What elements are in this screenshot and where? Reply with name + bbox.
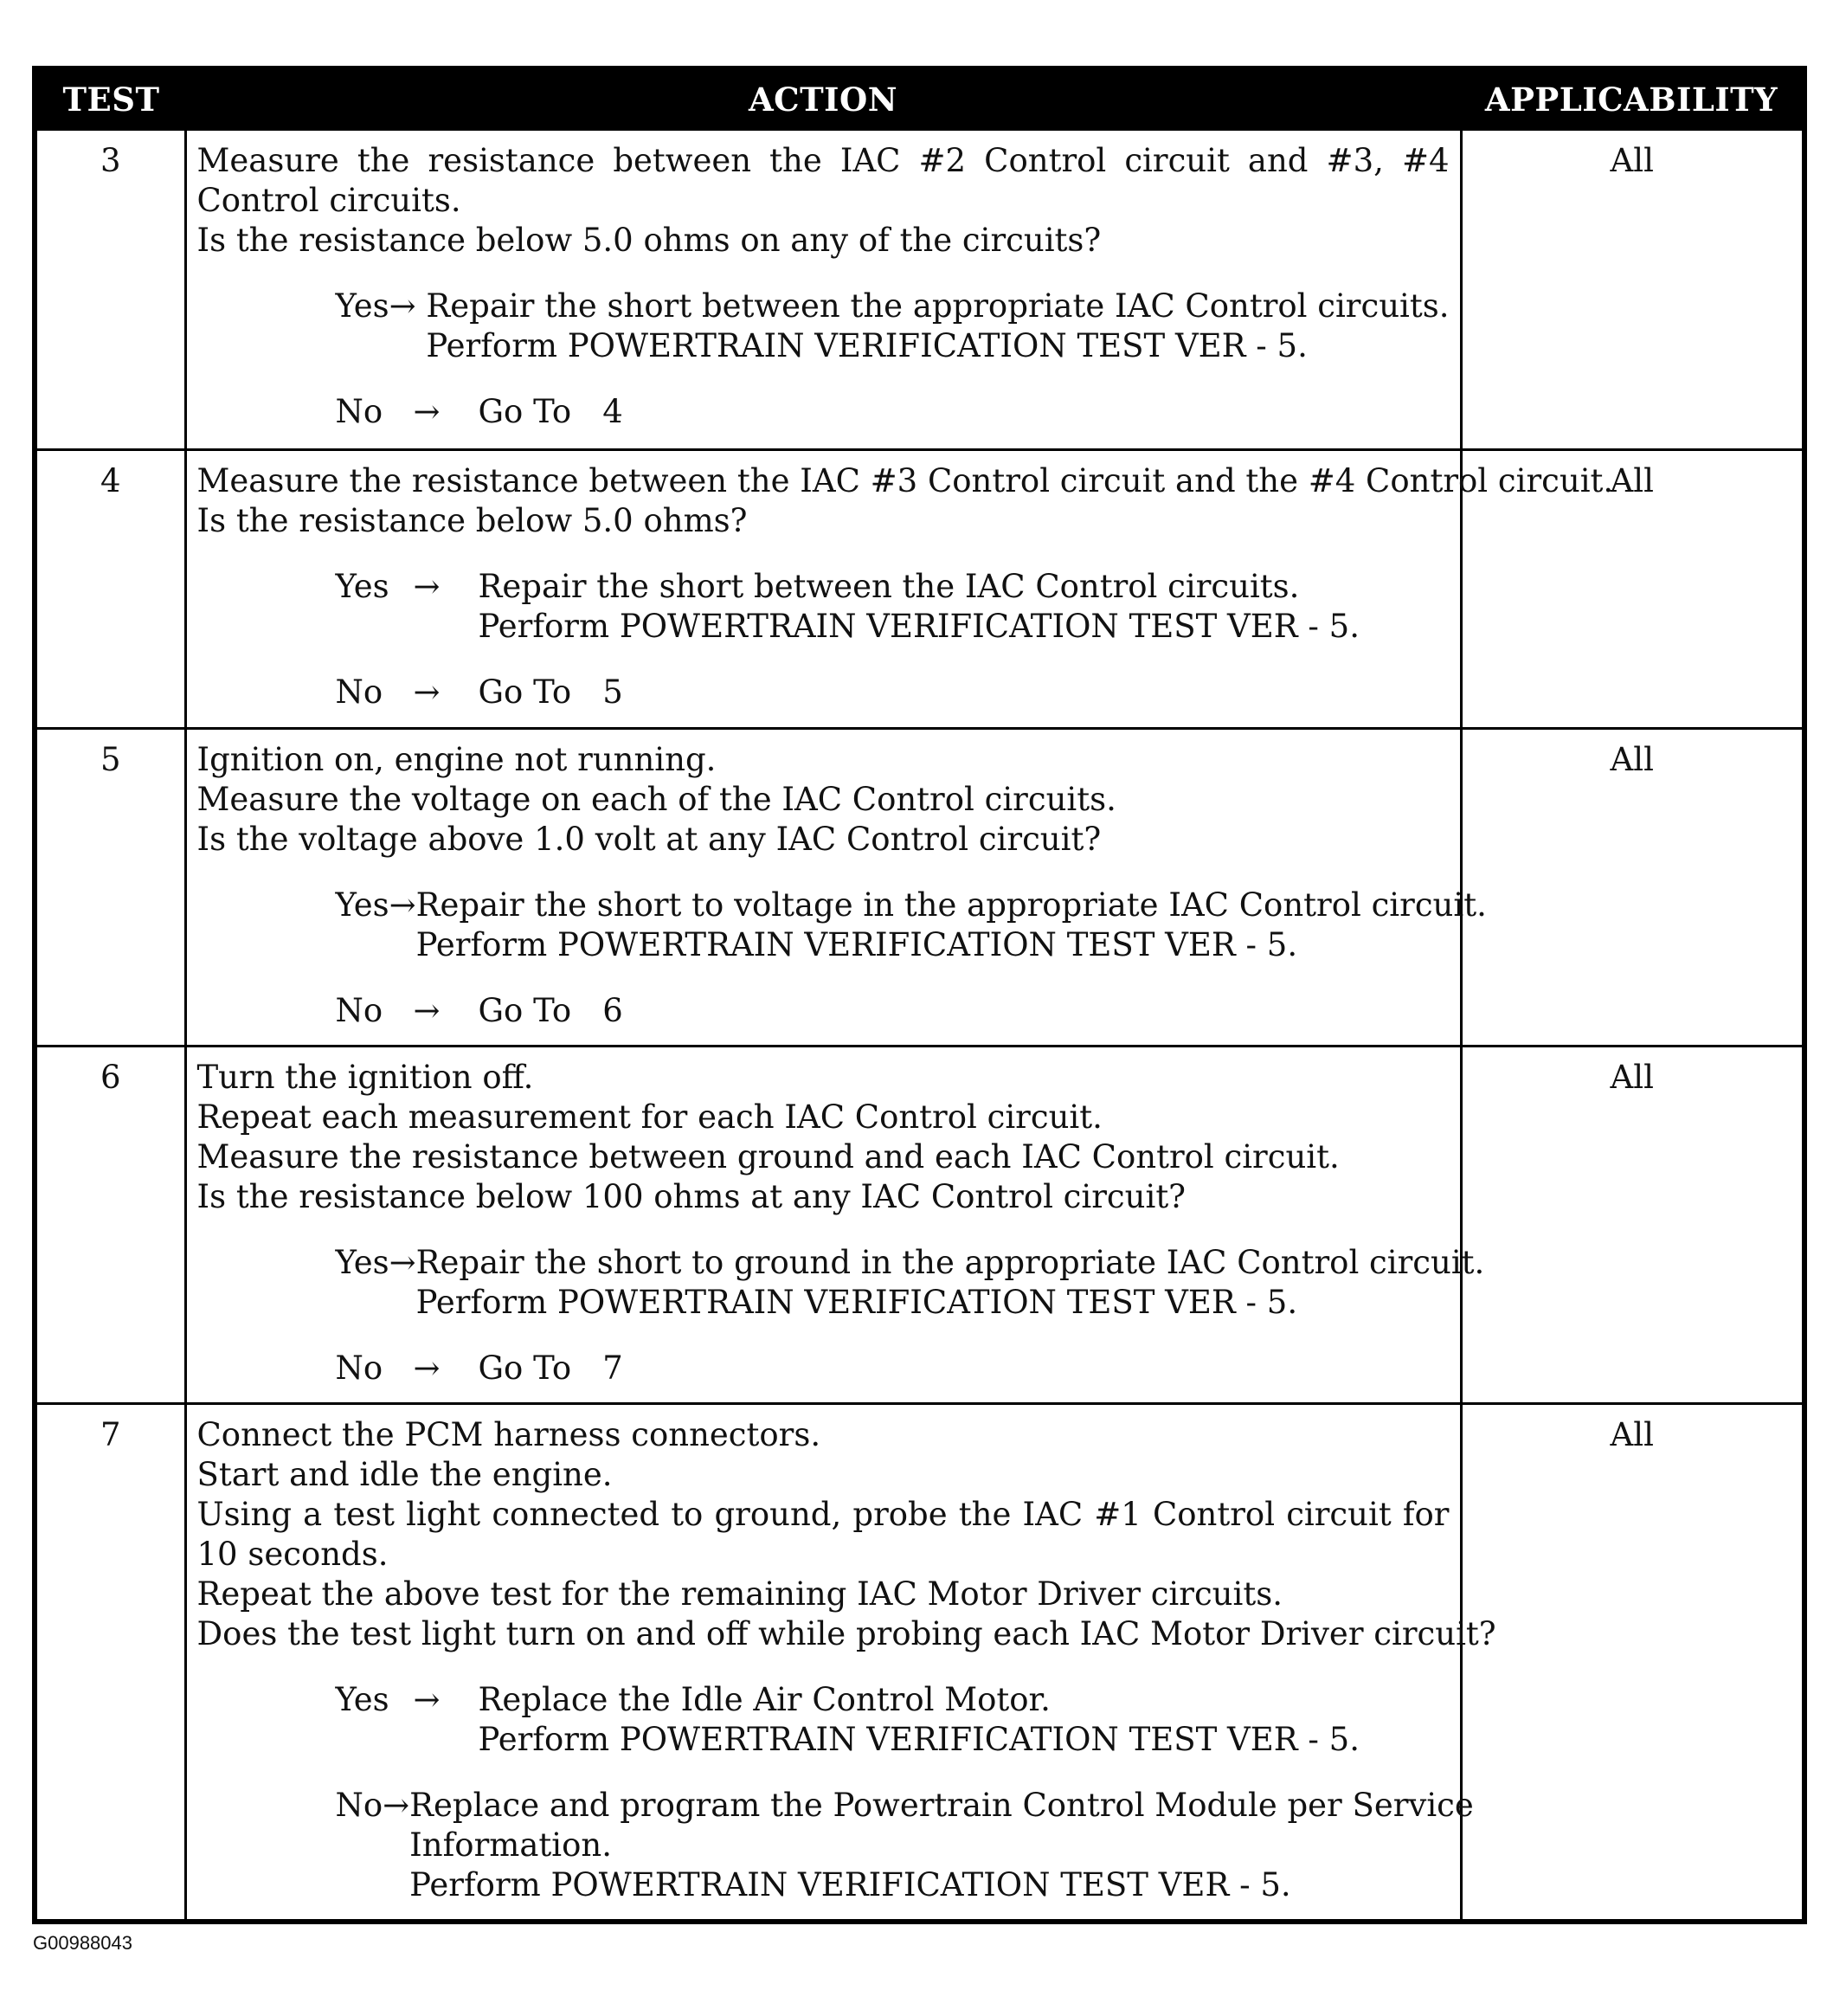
yes-branch <box>336 567 1450 647</box>
yes-label: Yes <box>335 886 389 924</box>
test-number: 3 <box>35 130 185 450</box>
yes-result: Repair the short to ground in the appropriate IAC Control circuit. Perform POWERTRAIN VERIFICATION TEST VER - 5. <box>415 1244 1485 1321</box>
no-result <box>479 991 1450 1031</box>
action-text: Measure the resistance between ground and each IAC Control circuit. <box>196 1138 1340 1175</box>
applicability: All <box>1461 1404 1804 1922</box>
no-result: Replace and program the Powertrain Control Module per Service Information. Perform POWERTRAIN VERIFICATION TEST VER - 5. <box>409 1787 1474 1903</box>
action-text: Repeat the above test for the remaining IAC Motor Driver circuits. <box>196 1575 1283 1613</box>
action-text: Start and idle the engine. <box>196 1456 613 1493</box>
table-row <box>35 130 1804 450</box>
table-row <box>35 1404 1804 1922</box>
goto-text: Go To <box>478 673 572 711</box>
no-result <box>479 673 1450 712</box>
arrow-icon: → <box>389 287 416 325</box>
diagnostic-test-table <box>32 66 1807 1924</box>
table-row <box>35 450 1804 729</box>
action-text: Measure the voltage on each of the IAC Control circuits. <box>196 781 1116 818</box>
goto-text: Go To <box>478 393 572 430</box>
arrow-icon: → <box>389 886 416 924</box>
table-row <box>35 729 1804 1047</box>
yes-result: Repair the short between the appropriate IAC Control circuits. Perform POWERTRAIN VERIFICATION TEST VER - 5. <box>426 287 1450 364</box>
action-cell <box>185 729 1487 1047</box>
goto-step: 4 <box>602 393 623 430</box>
no-label: No <box>335 1349 383 1387</box>
action-text: Turn the ignition off. <box>196 1059 534 1096</box>
no-label: No <box>335 673 383 711</box>
test-number: 7 <box>35 1404 185 1922</box>
goto-text: Go To <box>478 1349 572 1387</box>
action-cell <box>185 1047 1485 1404</box>
question-text: Is the voltage above 1.0 volt at any IAC Control circuit? <box>196 821 1102 858</box>
yes-result: Repair the short between the IAC Control circuits. Perform POWERTRAIN VERIFICATION TEST VER - 5. <box>478 568 1360 645</box>
applicability: All <box>1461 1047 1804 1404</box>
no-branch <box>336 1349 1450 1388</box>
goto-step: 5 <box>602 673 623 711</box>
arrow-icon: → <box>413 992 441 1029</box>
no-branch <box>335 1786 1474 1905</box>
header-action: ACTION <box>185 68 1461 130</box>
table-row <box>35 1047 1804 1404</box>
header-test: TEST <box>35 68 185 130</box>
question-text: Is the resistance below 5.0 ohms on any of the circuits? <box>196 222 1102 259</box>
yes-branch <box>335 886 1487 965</box>
arrow-icon: → <box>413 1681 441 1718</box>
action-text: Measure the resistance between the IAC #2 Control circuit and #3, #4 Control circuits. <box>196 142 1450 219</box>
applicability: All <box>1461 130 1804 450</box>
arrow-icon: → <box>383 1787 410 1824</box>
header-applicability: APPLICABILITY <box>1461 68 1804 130</box>
no-label: No <box>335 992 383 1029</box>
arrow-icon: → <box>413 393 441 430</box>
action-text: Using a test light connected to ground, probe the IAC #1 Control circuit for 10 seconds. <box>196 1496 1450 1573</box>
arrow-icon: → <box>413 1349 441 1387</box>
yes-label: Yes <box>335 287 389 325</box>
question-text: Does the test light turn on and off while probing each IAC Motor Driver circuit? <box>196 1615 1496 1652</box>
test-number: 6 <box>35 1047 185 1404</box>
yes-branch <box>336 1680 1450 1760</box>
no-branch <box>336 991 1450 1031</box>
arrow-icon: → <box>413 673 441 711</box>
action-text: Measure the resistance between the IAC #3 Control circuit and the #4 Control circuit. <box>196 462 1614 499</box>
goto-step: 6 <box>602 992 623 1029</box>
action-text: Repeat each measurement for each IAC Control circuit. <box>196 1098 1103 1136</box>
action-text: Connect the PCM harness connectors. <box>196 1416 821 1453</box>
question-text: Is the resistance below 5.0 ohms? <box>196 502 748 539</box>
no-result <box>479 392 1450 432</box>
action-text: Ignition on, engine not running. <box>196 741 717 778</box>
action-cell <box>185 130 1461 450</box>
arrow-icon: → <box>413 568 441 605</box>
yes-label: Yes <box>335 1681 389 1718</box>
arrow-icon: → <box>389 1244 416 1281</box>
no-label: No <box>335 1787 383 1824</box>
figure-id: G00988043 <box>33 1932 132 1954</box>
yes-label: Yes <box>335 568 389 605</box>
question-text: Is the resistance below 100 ohms at any IAC Control circuit? <box>196 1178 1187 1215</box>
yes-branch <box>335 1243 1485 1323</box>
yes-branch <box>336 287 1450 366</box>
applicability: All <box>1461 450 1804 729</box>
no-branch <box>336 392 1450 432</box>
no-branch <box>336 673 1450 712</box>
table-header-row <box>35 68 1804 130</box>
goto-step: 7 <box>602 1349 623 1387</box>
goto-text: Go To <box>478 992 572 1029</box>
applicability: All <box>1461 729 1804 1047</box>
yes-label: Yes <box>335 1244 389 1281</box>
test-number: 5 <box>35 729 185 1047</box>
action-cell <box>185 1404 1496 1922</box>
test-number: 4 <box>35 450 185 729</box>
yes-result: Repair the short to voltage in the appropriate IAC Control circuit. Perform POWERTRAIN VERIFICATION TEST VER - 5. <box>415 886 1487 963</box>
action-cell <box>185 450 1614 729</box>
no-result <box>479 1349 1450 1388</box>
yes-result: Replace the Idle Air Control Motor. Perform POWERTRAIN VERIFICATION TEST VER - 5. <box>478 1681 1360 1758</box>
no-label: No <box>335 393 383 430</box>
